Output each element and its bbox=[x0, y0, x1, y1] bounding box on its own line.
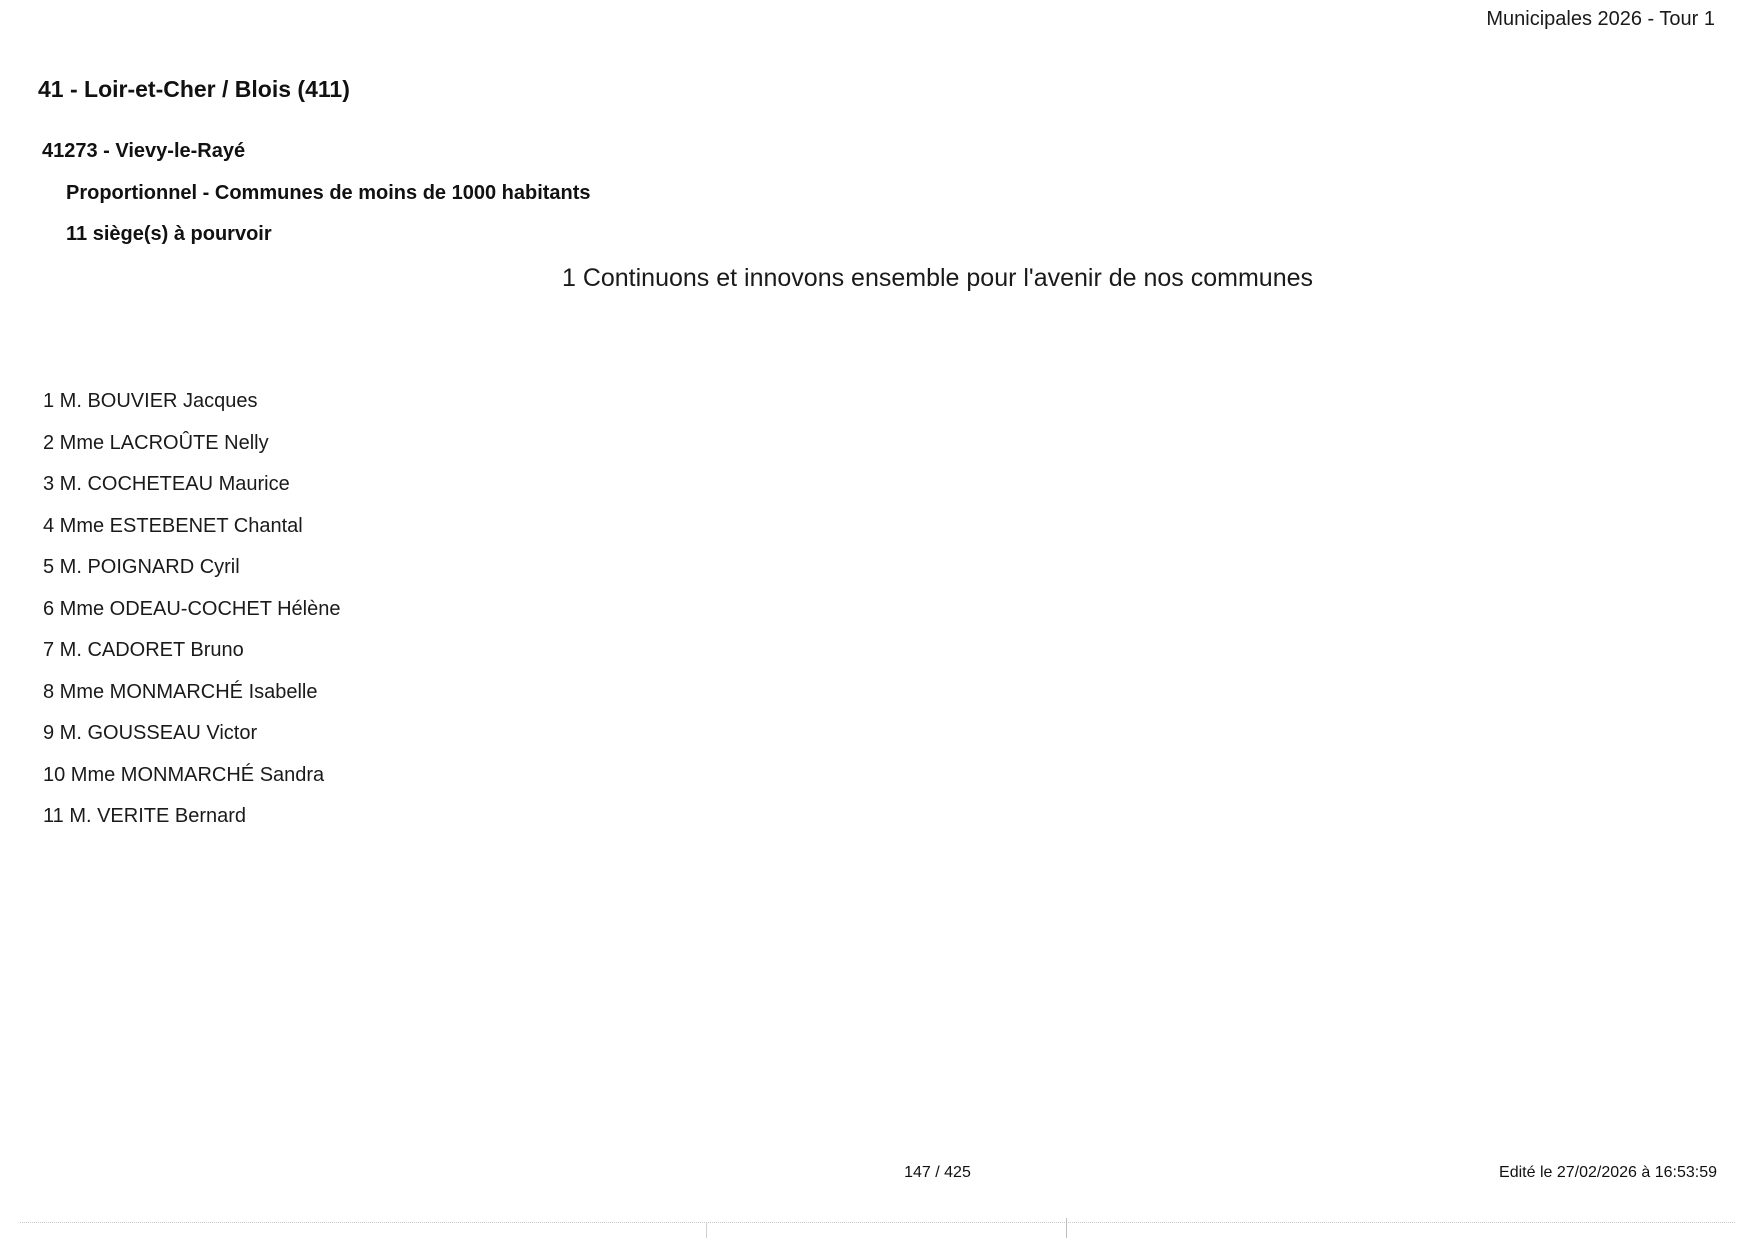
candidate-item: 1 M. BOUVIER Jacques bbox=[43, 390, 258, 412]
candidate-list bbox=[43, 388, 340, 845]
seats-count: 11 siège(s) à pourvoir bbox=[66, 223, 272, 245]
scrutin-type: Proportionnel - Communes de moins de 1000 habitants bbox=[66, 182, 591, 204]
candidate-item: 3 M. COCHETEAU Maurice bbox=[43, 473, 290, 495]
page-number: 147 / 425 bbox=[904, 1164, 971, 1181]
department-heading: 41 - Loir-et-Cher / Blois (411) bbox=[38, 76, 350, 102]
edit-timestamp: Edité le 27/02/2026 à 16:53:59 bbox=[1499, 1164, 1717, 1181]
candidate-item: 7 M. CADORET Bruno bbox=[43, 639, 244, 661]
commune-heading: 41273 - Vievy-le-Rayé bbox=[42, 140, 246, 162]
candidate-item: 5 M. POIGNARD Cyril bbox=[43, 556, 240, 578]
election-header: Municipales 2026 - Tour 1 bbox=[1486, 8, 1715, 30]
scan-artifact-tick bbox=[1066, 1218, 1067, 1238]
candidate-item: 2 Mme LACROÛTE Nelly bbox=[43, 431, 269, 454]
candidate-item: 6 Mme ODEAU-COCHET Hélène bbox=[43, 597, 341, 620]
candidate-item: 9 M. GOUSSEAU Victor bbox=[43, 722, 258, 744]
scan-artifact-line bbox=[20, 1222, 1735, 1224]
candidate-item: 10 Mme MONMARCHÉ Sandra bbox=[43, 763, 325, 786]
candidate-item: 8 Mme MONMARCHÉ Isabelle bbox=[43, 680, 318, 703]
candidate-item: 11 M. VERITE Bernard bbox=[43, 805, 247, 827]
list-title: 1 Continuons et innovons ensemble pour l'avenir de nos communes bbox=[561, 264, 1314, 292]
scan-artifact-tick bbox=[706, 1222, 707, 1238]
candidate-item: 4 Mme ESTEBENET Chantal bbox=[43, 514, 303, 537]
